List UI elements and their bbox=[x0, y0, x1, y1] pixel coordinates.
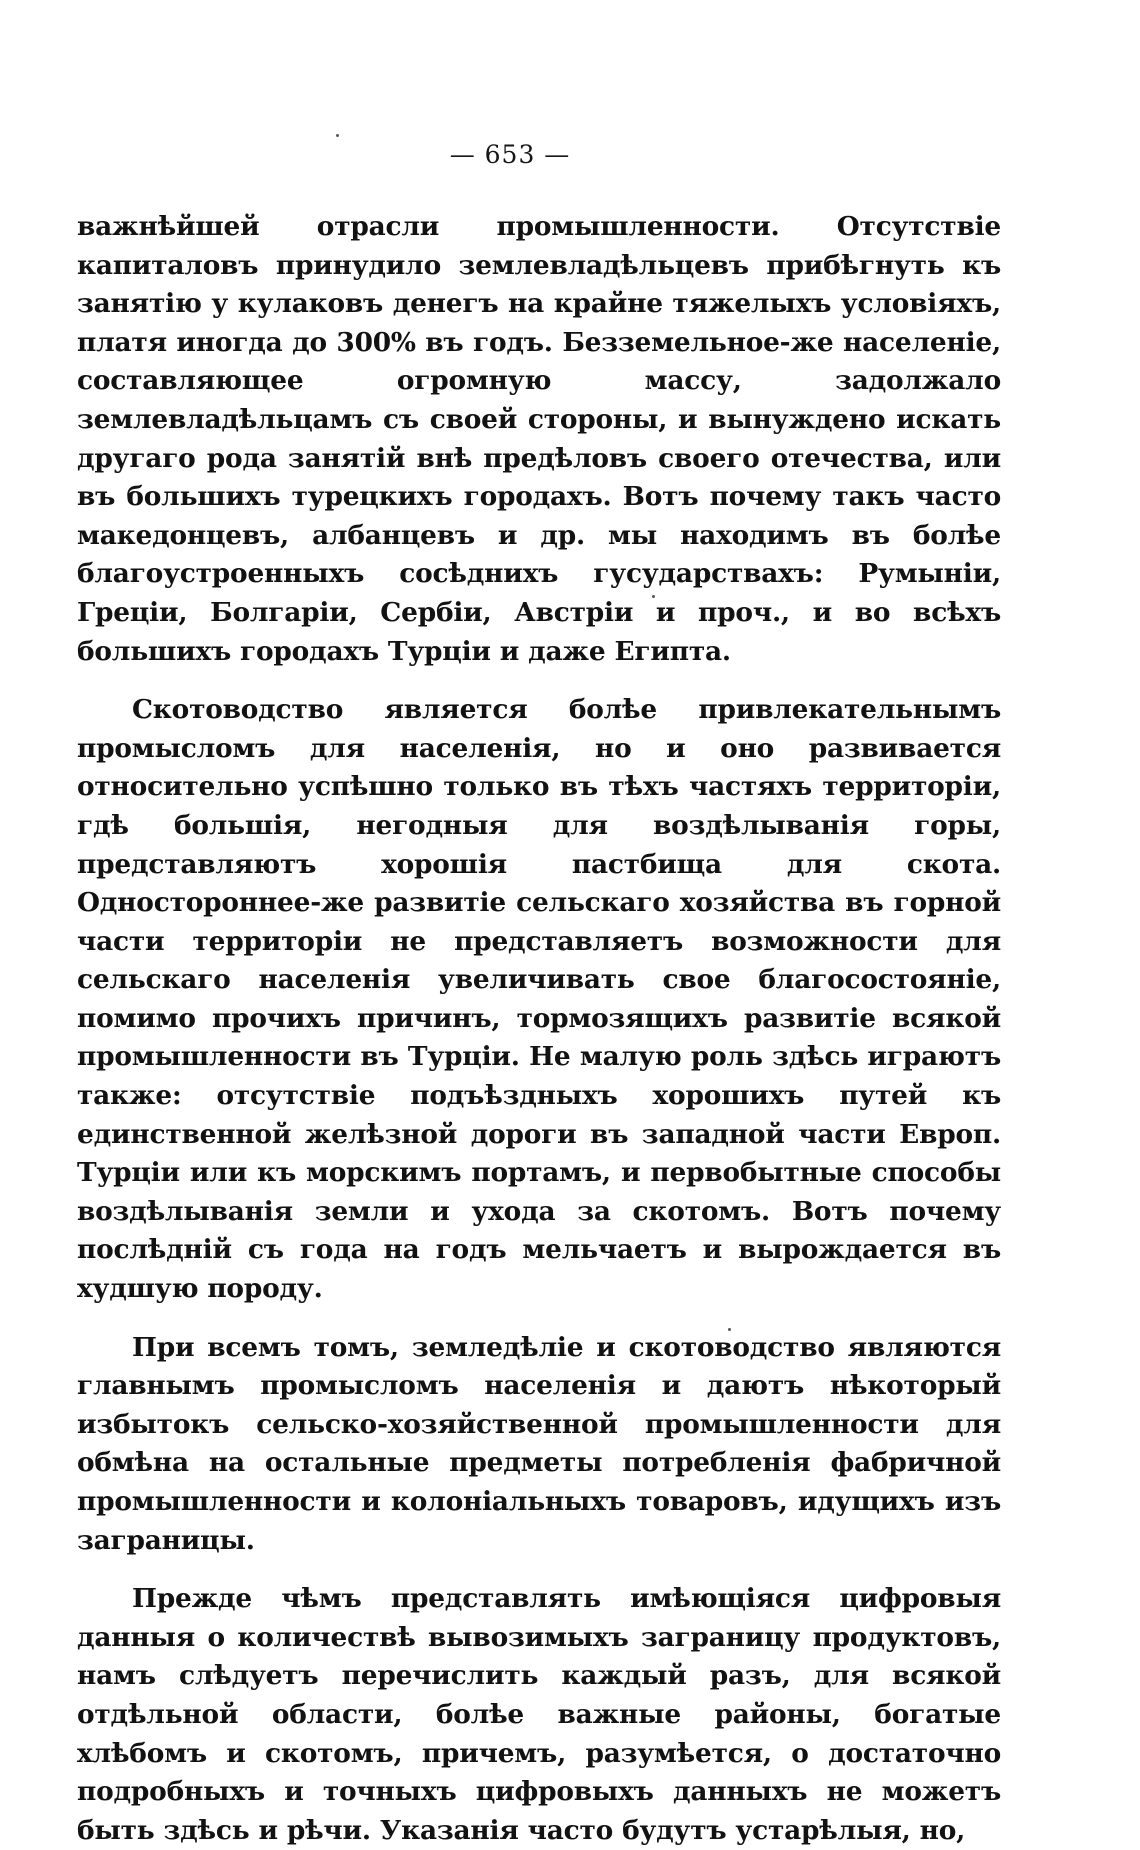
body-text bbox=[77, 208, 1001, 1850]
paragraph-continued: важнѣйшей отрасли промышленности. Отсутствіе капиталовъ принудило землевладѣльцевъ прибѣгнуть къ занятію у кулаковъ денегъ на крайне тяжелыхъ условіяхъ, платя иногда до 300% въ годъ. Безземельное-же населеніе, составляющее огромную массу, задолжало землевладѣльцамъ съ своей стороны, и вынуждено искать другаго рода занятій внѣ предѣловъ своего отечества, или въ большихъ турецкихъ городахъ. Вотъ почему такъ часто македонцевъ, албанцевъ и др. мы находимъ въ болѣе благоустроенныхъ сосѣднихъ гусударствахъ: Румыніи, Греціи, Болгаріи, Сербіи, Австріи и проч., и во всѣхъ большихъ городахъ Турціи и даже Египта. bbox=[77, 211, 1001, 667]
paragraph: Скотоводство является болѣе привлекательнымъ промысломъ для населенія, но и оно развивается относительно успѣшно только въ тѣхъ частяхъ территоріи, гдѣ большія, негодныя для воздѣлыванія горы, представляютъ хорошія пастбища для скота. Одностороннее-же развитіе сельскаго хозяйства въ горной части территоріи не представляетъ возможности для сельскаго населенія увеличивать свое благосостояніе, помимо прочихъ причинъ, тормозящихъ развитіе всякой промышленности въ Турціи. Не малую роль здѣсь играютъ также: отсутствіе подъѣздныхъ хорошихъ путей къ единственной желѣзной дороги въ западной части Европ. Турціи или къ морскимъ портамъ, и первобытные способы воздѣлыванія земли и ухода за скотомъ. Вотъ почему послѣдній съ года на годъ мельчаетъ и вырождается въ худшую породу. bbox=[77, 694, 1001, 1305]
page-number: — 653 — bbox=[449, 140, 571, 169]
paragraph: При всемъ томъ, земледѣліе и скотоводство являются главнымъ промысломъ населенія и даютъ нѣкоторый избытокъ сельско-хозяйственной промышленности для обмѣна на остальные предметы потребленія фабричной промышленности и колоніальныхъ товаровъ, идущихъ изъ заграницы. bbox=[77, 1331, 1001, 1556]
paragraph: Прежде чѣмъ представлять имѣющіяся цифровыя данныя о количествѣ вывозимыхъ заграницу продуктовъ, намъ слѣдуетъ перечислить каждый разъ, для всякой отдѣльной области, болѣе важные районы, богатые хлѣбомъ и скотомъ, причемъ, разумѣется, о достаточно подробныхъ и точныхъ цифровыхъ данныхъ не можетъ быть здѣсь и рѣчи. Указанія часто будутъ устарѣлыя, но, bbox=[77, 1583, 1001, 1846]
print-speck bbox=[336, 134, 339, 137]
